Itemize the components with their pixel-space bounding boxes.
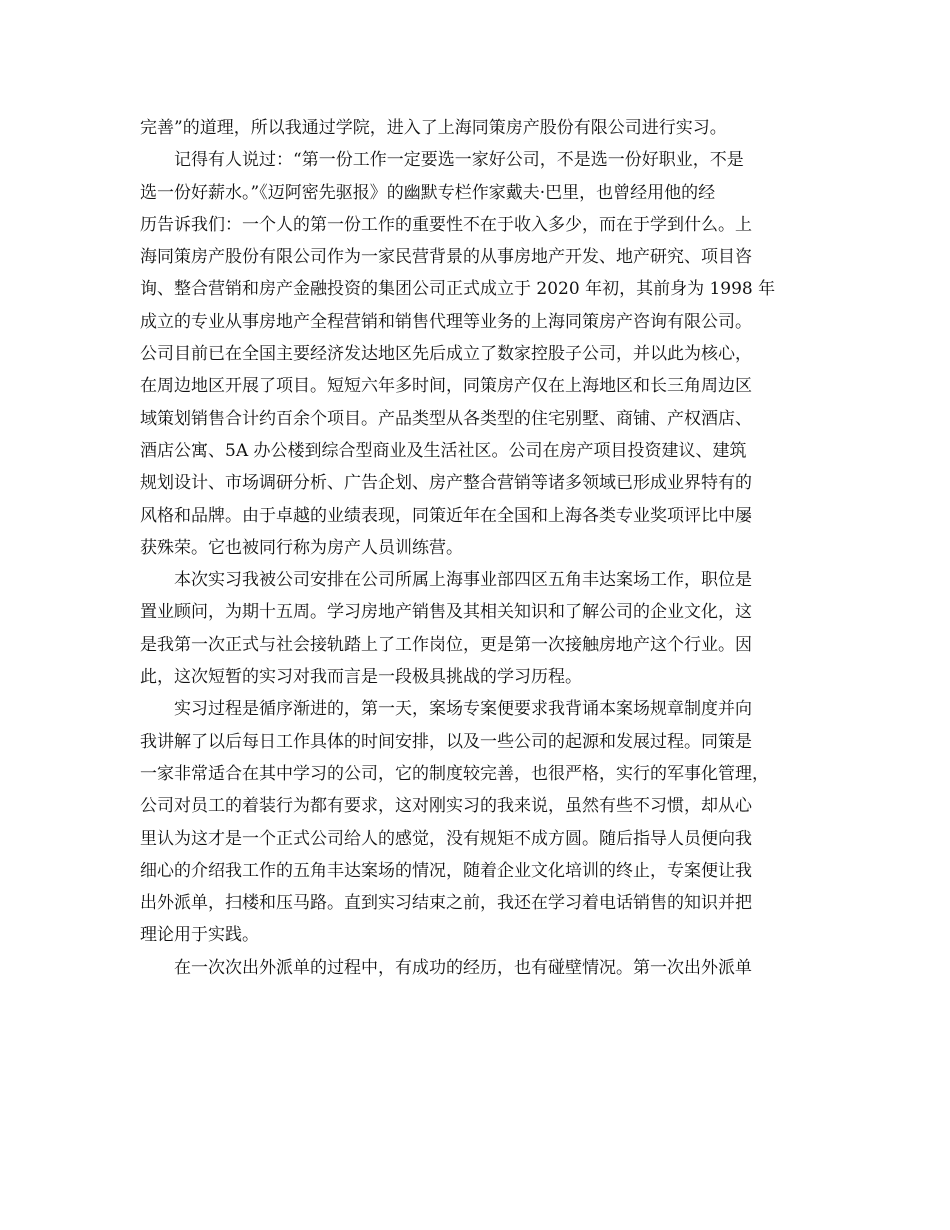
paragraph-first-line: 本次实习我被公司安排在公司所属上海事业部四区五角丰达案场工作，职位是 <box>174 570 752 591</box>
text-line: 历告诉我们：一个人的第一份工作的重要性不在于收入多少，而在于学到什么。上 <box>140 214 752 235</box>
paragraph-first-line: 记得有人说过：“第一份工作一定要选一家好公司，不是选一份好职业，不是 <box>174 150 744 171</box>
text-line: 在周边地区开展了项目。短短六年多时间，同策房产仅在上海地区和长三角周边区 <box>140 376 752 397</box>
text-line: 选一份好薪水。”《迈阿密先驱报》的幽默专栏作家戴夫·巴里，也曾经用他的经 <box>140 182 716 203</box>
text-line: 获殊荣。它也被同行称为房产人员训练营。 <box>140 537 463 558</box>
text-line: 酒店公寓、5A 办公楼到综合型商业及生活社区。公司在房产项目投资建议、建筑 <box>140 440 747 461</box>
text-line: 海同策房产股份有限公司作为一家民营背景的从事房地产开发、地产研究、项目咨 <box>140 247 752 268</box>
text-line: 出外派单，扫楼和压马路。直到实习结束之前，我还在学习着电话销售的知识并把 <box>140 893 752 914</box>
text-line: 是我第一次正式与社会接轨踏上了工作岗位，更是第一次接触房地产这个行业。因 <box>140 634 752 655</box>
text-line: 我讲解了以后每日工作具体的时间安排，以及一些公司的起源和发展过程。同策是 <box>140 731 752 752</box>
paragraph-first-line: 实习过程是循序渐进的，第一天，案场专案便要求我背诵本案场规章制度并向 <box>174 699 752 720</box>
text-line: 一家非常适合在其中学习的公司，它的制度较完善，也很严格，实行的军事化管理， <box>140 763 769 784</box>
text-line: 此，这次短暂的实习对我而言是一段极具挑战的学习历程。 <box>140 667 582 688</box>
text-line: 理论用于实践。 <box>140 925 259 946</box>
text-line: 公司目前已在全国主要经济发达地区先后成立了数家控股子公司，并以此为核心， <box>140 344 752 365</box>
text-line: 规划设计、市场调研分析、广告企划、房产整合营销等诸多领域已形成业界特有的 <box>140 473 752 494</box>
text-line: 细心的介绍我工作的五角丰达案场的情况，随着企业文化培训的终止，专案便让我 <box>140 860 752 881</box>
text-line: 里认为这才是一个正式公司给人的感觉，没有规矩不成方圆。随后指导人员便向我 <box>140 828 752 849</box>
text-line: 完善”的道理，所以我通过学院，进入了上海同策房产股份有限公司进行实习。 <box>140 118 727 138</box>
document-body <box>140 112 820 984</box>
paragraph-first-line: 在一次次出外派单的过程中，有成功的经历，也有碰壁情况。第一次出外派单 <box>174 957 752 978</box>
text-line: 询、整合营销和房产金融投资的集团公司正式成立于 2020 年初，其前身为 1998 年 <box>140 279 776 300</box>
text-line: 域策划销售合计约百余个项目。产品类型从各类型的住宅别墅、商铺、产权酒店、 <box>140 408 752 429</box>
text-line: 成立的专业从事房地产全程营销和销售代理等业务的上海同策房产咨询有限公司。 <box>140 311 752 332</box>
text-line: 公司对员工的着装行为都有要求，这对刚实习的我来说，虽然有些不习惯，却从心 <box>140 796 752 817</box>
text-line: 风格和品牌。由于卓越的业绩表现，同策近年在全国和上海各类专业奖项评比中屡 <box>140 505 752 526</box>
text-line: 置业顾问，为期十五周。学习房地产销售及其相关知识和了解公司的企业文化，这 <box>140 602 752 623</box>
